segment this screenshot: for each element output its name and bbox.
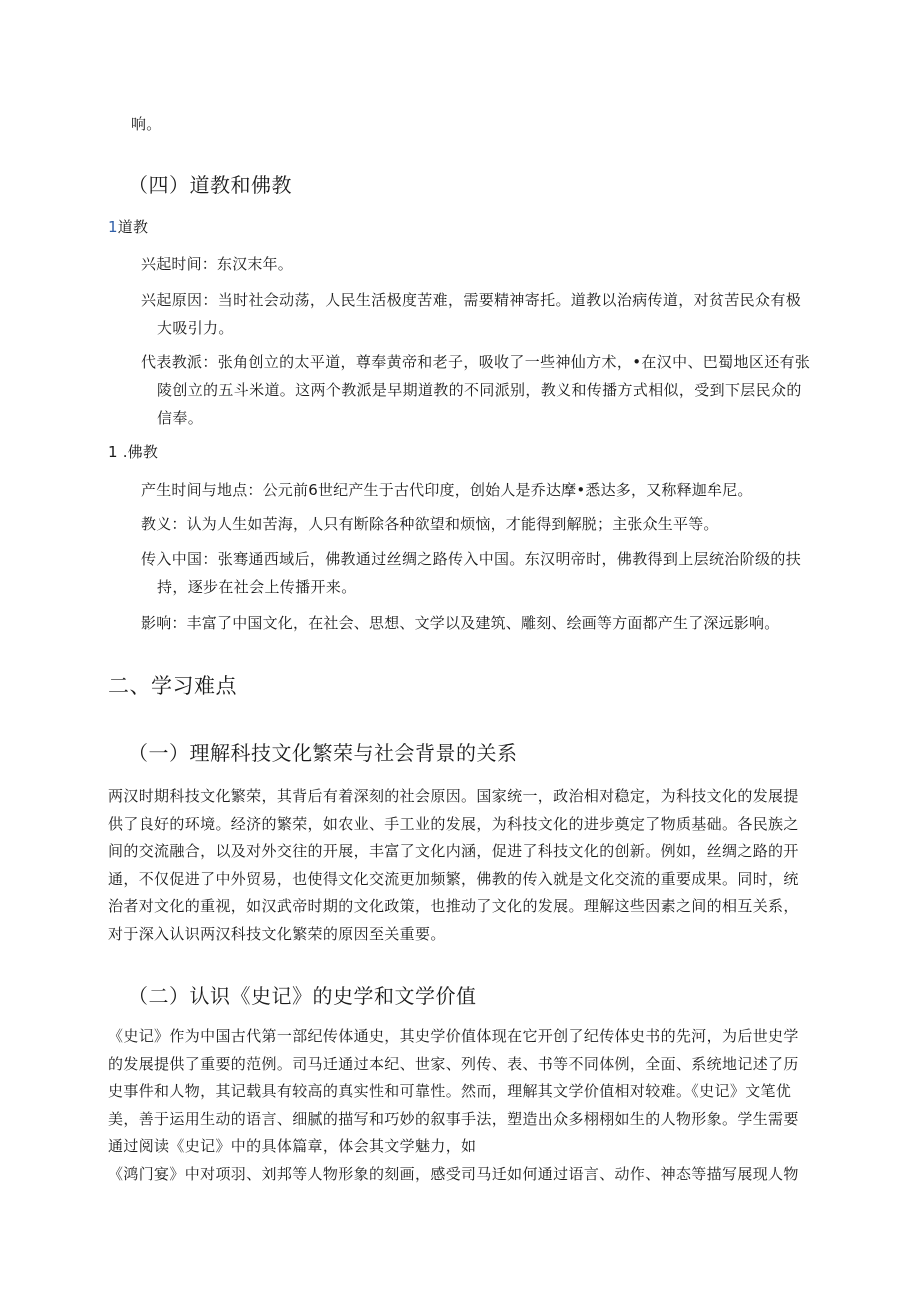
taoism-school-line: 信奉。	[157, 409, 204, 427]
taoism-reason-line: 大吸引力。	[157, 319, 234, 337]
difficulty-1-line: 对于深入认识两汉科技文化繁荣的原因至关重要。	[108, 924, 446, 943]
taoism-number: 1	[108, 218, 118, 236]
buddhism-doctrine: 教义：认为人生如苦海，人只有断除各种欲望和烦恼，才能得到解脱；主张众生平等。	[141, 515, 719, 533]
difficulty-1-line: 供了良好的环境。经济的繁荣，如农业、手工业的发展，为科技文化的进步奠定了物质基础。各民族之	[108, 814, 799, 833]
section-4-title: （四）道教和佛教	[128, 173, 292, 197]
buddhism-spread	[141, 545, 801, 601]
buddhism-influence: 影响：丰富了中国文化，在社会、思想、文学以及建筑、雕刻、绘画等方面都产生了深远影响。	[141, 614, 780, 632]
buddhism-heading: 1 .佛教	[108, 443, 159, 461]
difficulty-2-line: 通过阅读《史记》中的具体篇章，体会其文学魅力，如	[108, 1137, 477, 1156]
difficulty-2-line: 的发展提供了重要的范例。司马迁通过本纪、世家、列传、表、书等不同体例，全面、系统地记述了历	[108, 1054, 799, 1073]
buddhism-origin: 产生时间与地点：公元前6世纪产生于古代印度，创始人是乔达摩•悉达多，又称释迦牟尼。	[141, 481, 753, 499]
text-line-top: 响。	[131, 115, 162, 133]
difficulty-1-line: 通，不仅促进了中外贸易，也使得文化交流更加频繁，佛教的传入就是文化交流的重要成果。同时，统	[108, 869, 799, 888]
buddhism-spread-line: 持，逐步在社会上传播开来。	[157, 578, 357, 596]
difficulty-2-line: 史事件和人物，其记载具有较高的真实性和可靠性。然而，理解其文学价值相对较难。《史记》文笔优	[108, 1082, 792, 1101]
part-2-title: 二、学习难点	[108, 674, 237, 698]
difficulty-1-paragraph	[108, 783, 799, 949]
taoism-label: 道教	[117, 218, 149, 236]
taoism-reason-line: 兴起原因：当时社会动荡，人民生活极度苦难，需要精神寄托。道教以治病传道，对贫苦民众有极	[141, 291, 802, 309]
difficulty-1-line: 间的交流融合，以及对外交往的开展，丰富了文化内涵，促进了科技文化的创新。例如，丝绸之路的开	[108, 842, 799, 861]
buddhism-spread-line: 传入中国：张骞通西域后，佛教通过丝绸之路传入中国。东汉明帝时，佛教得到上层统治阶级的扶	[141, 550, 802, 568]
taoism-time: 兴起时间：东汉末年。	[141, 255, 294, 273]
difficulty-2-line: 美，善于运用生动的语言、细腻的描写和巧妙的叙事手法，塑造出众多栩栩如生的人物形象。学生需要	[108, 1109, 799, 1128]
difficulty-2-paragraph	[108, 1023, 799, 1189]
difficulty-2-line: 《史记》作为中国古代第一部纪传体通史，其史学价值体现在它开创了纪传体史书的先河，为后世史学	[108, 1027, 799, 1045]
taoism-heading	[108, 217, 148, 237]
taoism-reason	[141, 286, 801, 342]
taoism-school-line: 陵创立的五斗米道。这两个教派是早期道教的不同派别，教义和传播方式相似，受到下层民众的	[157, 381, 802, 399]
difficulty-1-line: 治者对文化的重视，如汉武帝时期的文化政策，也推动了文化的发展。理解这些因素之间的相互关系，	[108, 897, 799, 916]
taoism-school	[141, 348, 810, 432]
difficulty-1-line: 两汉时期科技文化繁荣，其背后有着深刻的社会原因。国家统一，政治相对稳定，为科技文化的发展提	[108, 787, 799, 805]
difficulty-1-title: （一）理解科技文化繁荣与社会背景的关系	[128, 741, 518, 765]
difficulty-2-line: 《鸿门宴》中对项羽、刘邦等人物形象的刻画，感受司马迁如何通过语言、动作、神态等描写展现人物	[108, 1164, 799, 1183]
taoism-school-line: 代表教派：张角创立的太平道，尊奉黄帝和老子，吸收了一些神仙方术，•在汉中、巴蜀地区还有张	[141, 353, 811, 371]
difficulty-2-title: （二）认识《史记》的史学和文学价值	[128, 984, 477, 1008]
